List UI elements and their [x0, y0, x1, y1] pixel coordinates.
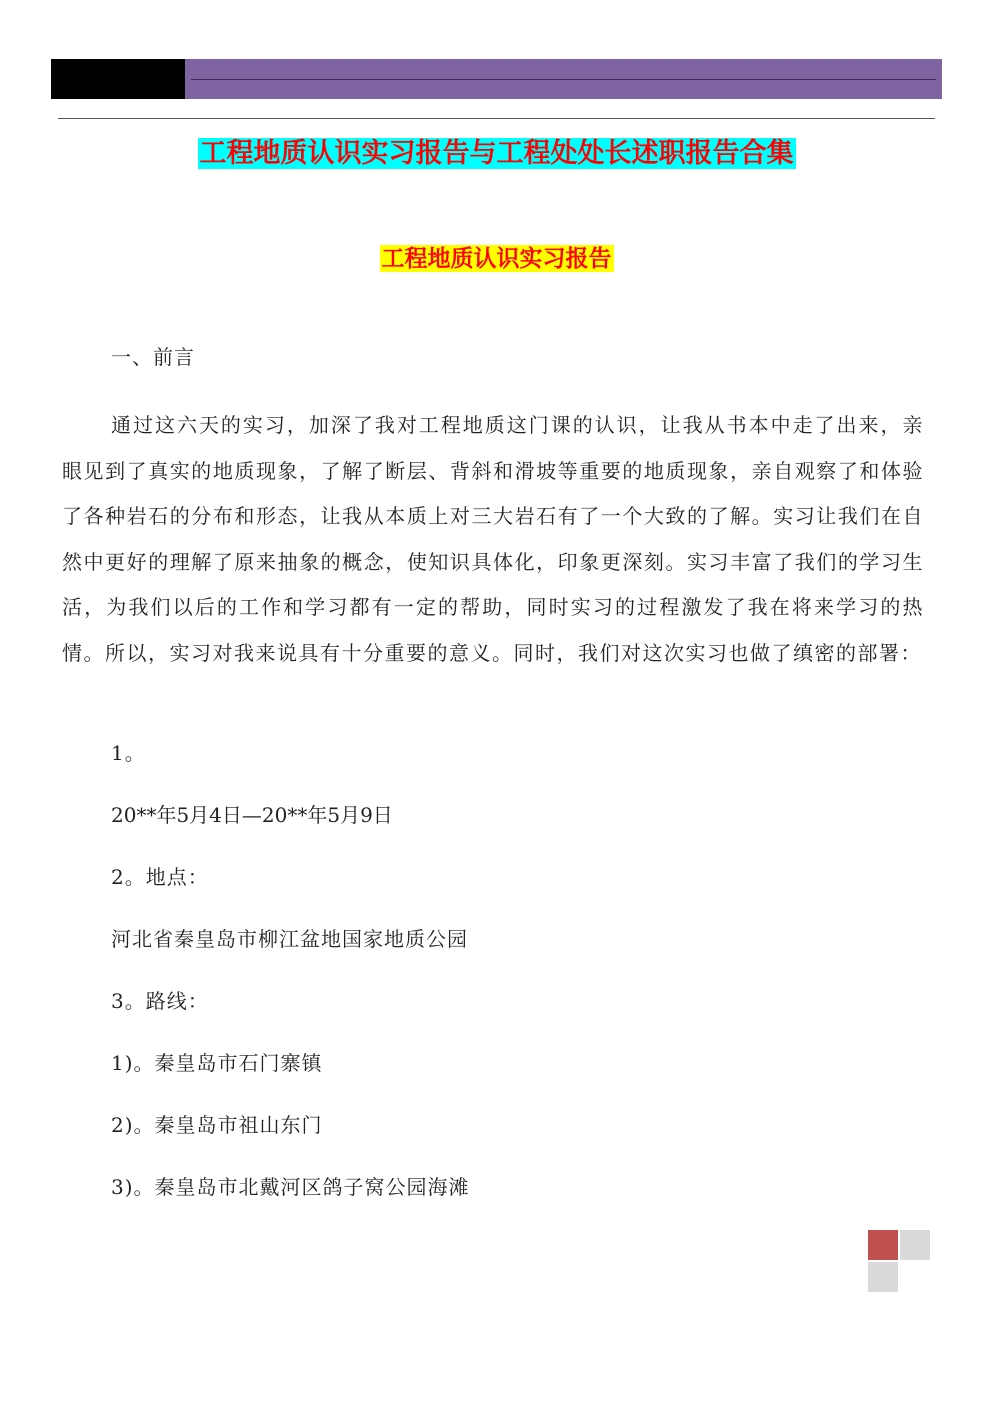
item-1-label: 1。	[111, 741, 146, 765]
heading-intro: 一、前言	[111, 345, 195, 369]
route-item-1: 1)。秦皇岛市石门寨镇	[111, 1051, 323, 1075]
section-title-text: 工程地质认识实习报告	[381, 245, 612, 272]
header-black-block	[51, 59, 185, 99]
document-title	[0, 136, 993, 172]
header-purple-block	[185, 59, 942, 99]
corner-square-red	[868, 1230, 898, 1260]
item-1-value: 20**年5月4日—20**年5月9日	[111, 803, 393, 827]
header-divider	[58, 118, 935, 119]
page-header-bar	[51, 59, 942, 99]
item-3-label: 3。路线：	[111, 989, 209, 1013]
intro-paragraph: 通过这六天的实习，加深了我对工程地质这门课的认识，让我从书本中走了出来，亲眼见到了真实的地质现象，了解了断层、背斜和滑坡等重要的地质现象，亲自观察了和体验了各种岩石的分布和形态，让我从本质上对三大岩石有了一个大致的了解。实习让我们在自然中更好的理解了原来抽象的概念，使知识具体化，印象更深刻。实习丰富了我们的学习生活，为我们以后的工作和学习都有一定的帮助，同时实习的过程激发了我在将来学习的热情。所以，实习对我来说具有十分重要的意义。同时，我们对这次实习也做了缜密的部署：	[62, 413, 924, 665]
item-2-label: 2。地点：	[111, 865, 209, 889]
section-title	[0, 242, 993, 276]
corner-square-grey	[900, 1230, 930, 1260]
header-inner-line	[191, 79, 936, 80]
route-item-2: 2)。秦皇岛市祖山东门	[111, 1113, 323, 1137]
route-item-3: 3)。秦皇岛市北戴河区鸽子窝公园海滩	[111, 1175, 470, 1199]
document-title-text: 工程地质认识实习报告与工程处处长述职报告合集	[199, 138, 794, 169]
corner-square-grey	[868, 1262, 898, 1292]
item-2-value: 河北省秦皇岛市柳江盆地国家地质公园	[111, 927, 468, 951]
